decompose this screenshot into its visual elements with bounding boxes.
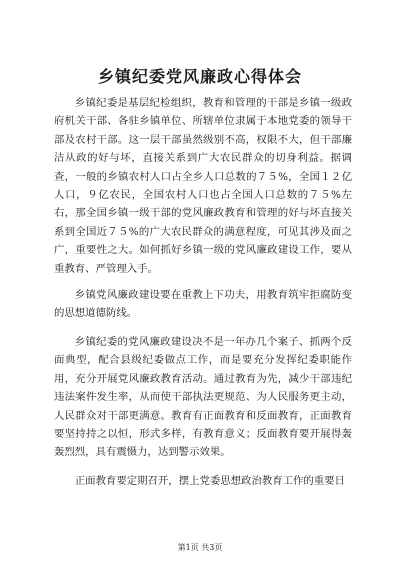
paragraph: 乡镇党风廉政建设要在重教上下功夫，用教育筑牢拒腐防变的思想道德防线。 — [54, 289, 352, 320]
paragraph: 正面教育要定期召开，摆上党委思想政治教育工作的重要日 — [74, 474, 345, 487]
document-title: 乡镇纪委党风廉政心得体会 — [97, 67, 302, 86]
document-body — [54, 94, 352, 500]
paragraph: 乡镇纪委的党风廉政建设决不是一年办几个案子、抓两个反面典型，配合县级纪委做点工作，而是要充分发挥纪委职能作用，充分开展党风廉政教育活动。通过教育为先，减少干部违纪违法案件发生率，从而使干部执法更规范、为人民服务更主动，人民群众对干部更满意。教育有正面教育和反面教育，正面教育要坚持持之以恒，形式多样，有教育意义；反面教育要开展得轰轰烈烈，具有震慑力，达到警示效果。 — [54, 335, 352, 459]
page-footer: 第1页 共3页 — [177, 543, 223, 552]
paragraph: 乡镇纪委是基层纪检组织，教育和管理的干部是乡镇一级政府机关干部、各驻乡镇单位、所辖单位隶属于本地党委的领导干部及农村干部。这一层干部虽然级别不高，权限不大，但干部廉洁从政的好与坏，直接关系到广大农民群众的切身利益。据调查，一般的乡镇农村人口占全乡人口总数的７５%，全国１２亿人口，９亿农民，全国农村人口也占全国人口总数的７５%左右，那全国乡镇一级干部的党风廉政教育和管理的好与坏直接关系到全国近７５%的广大农民群众的满意程度，可见其涉及面之广，重要性之大。如何抓好乡镇一级的党风廉政建设工作，要从重教育、严管理入手。 — [54, 97, 352, 275]
